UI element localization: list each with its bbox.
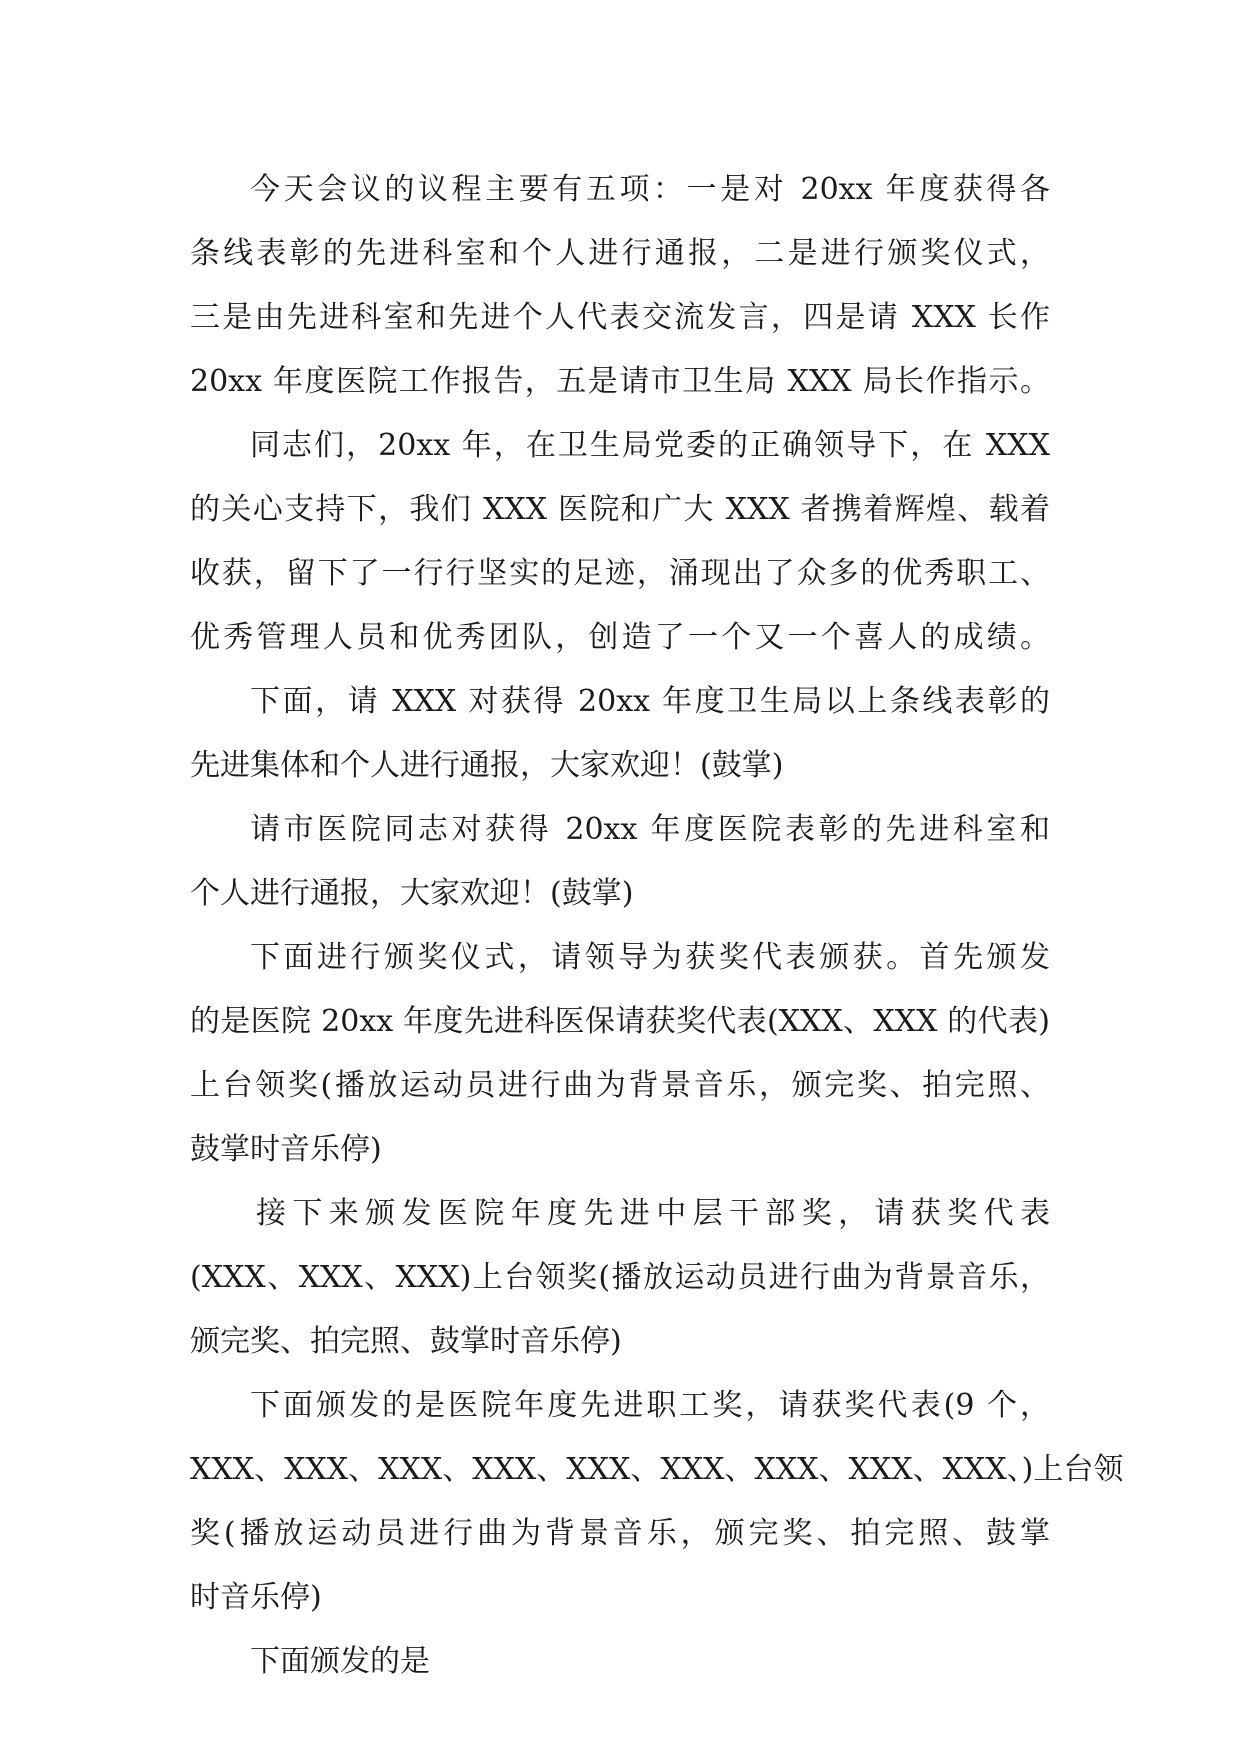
paragraph-line: 上台领奖(播放运动员进行曲为背景音乐，颁完奖、拍完照、 — [190, 1068, 1050, 1103]
paragraph-line: 今天会议的议程主要有五项：一是对 20xx 年度获得各 — [250, 172, 1050, 207]
paragraph-line: 条线表彰的先进科室和个人进行通报，二是进行颁奖仪式， — [190, 236, 1050, 271]
paragraph-line: 下面，请 XXX 对获得 20xx 年度卫生局以上条线表彰的 — [250, 684, 1050, 719]
paragraph-line: 下面颁发的是医院年度先进职工奖，请获奖代表(9 个， — [250, 1388, 1050, 1423]
paragraph-next-award — [190, 1630, 1050, 1694]
paragraph-award-ceremony — [190, 926, 1050, 1182]
paragraph-line: 下面颁发的是 — [250, 1644, 430, 1679]
paragraph-line: 接下来颁发医院年度先进中层干部奖，请获奖代表 — [256, 1196, 1050, 1231]
paragraph-agenda — [190, 158, 1050, 414]
paragraph-line: 鼓掌时音乐停) — [190, 1132, 382, 1167]
paragraph-line: 下面进行颁奖仪式，请领导为获奖代表颁获。首先颁发 — [250, 940, 1050, 975]
document-body — [190, 158, 1124, 1694]
paragraph-line: 奖(播放运动员进行曲为背景音乐，颁完奖、拍完照、鼓掌 — [190, 1516, 1050, 1551]
paragraph-line: 请市医院同志对获得 20xx 年度医院表彰的先进科室和 — [250, 812, 1050, 847]
paragraph-line: 颁完奖、拍完照、鼓掌时音乐停) — [190, 1324, 622, 1359]
paragraph-line: (XXX、XXX、XXX)上台领奖(播放运动员进行曲为背景音乐， — [190, 1260, 1050, 1295]
paragraph-line: 收获，留下了一行行坚实的足迹，涌现出了众多的优秀职工、 — [190, 556, 1050, 591]
paragraph-middle-cadre-award — [190, 1182, 1050, 1374]
paragraph-line: XXX、XXX、XXX、XXX、XXX、XXX、XXX、XXX、XXX、)上台领 — [190, 1452, 1124, 1487]
paragraph-hospital-notice — [190, 798, 1050, 926]
paragraph-line: 个人进行通报，大家欢迎！(鼓掌) — [190, 876, 634, 911]
paragraph-bureau-notice — [190, 670, 1050, 798]
paragraph-line: 先进集体和个人进行通报，大家欢迎！(鼓掌) — [190, 748, 784, 783]
paragraph-line: 优秀管理人员和优秀团队，创造了一个又一个喜人的成绩。 — [190, 620, 1050, 655]
paragraph-line: 的关心支持下，我们 XXX 医院和广大 XXX 者携着辉煌、载着 — [190, 492, 1050, 527]
paragraph-review — [190, 414, 1050, 670]
paragraph-line: 20xx 年度医院工作报告，五是请市卫生局 XXX 局长作指示。 — [190, 364, 1050, 399]
paragraph-line: 的是医院 20xx 年度先进科医保请获奖代表(XXX、XXX 的代表) — [190, 1004, 1050, 1039]
paragraph-line: 时音乐停) — [190, 1580, 322, 1615]
paragraph-line: 三是由先进科室和先进个人代表交流发言，四是请 XXX 长作 — [190, 300, 1050, 335]
paragraph-line: 同志们，20xx 年，在卫生局党委的正确领导下，在 XXX — [250, 428, 1050, 463]
paragraph-staff-award — [190, 1374, 1124, 1630]
